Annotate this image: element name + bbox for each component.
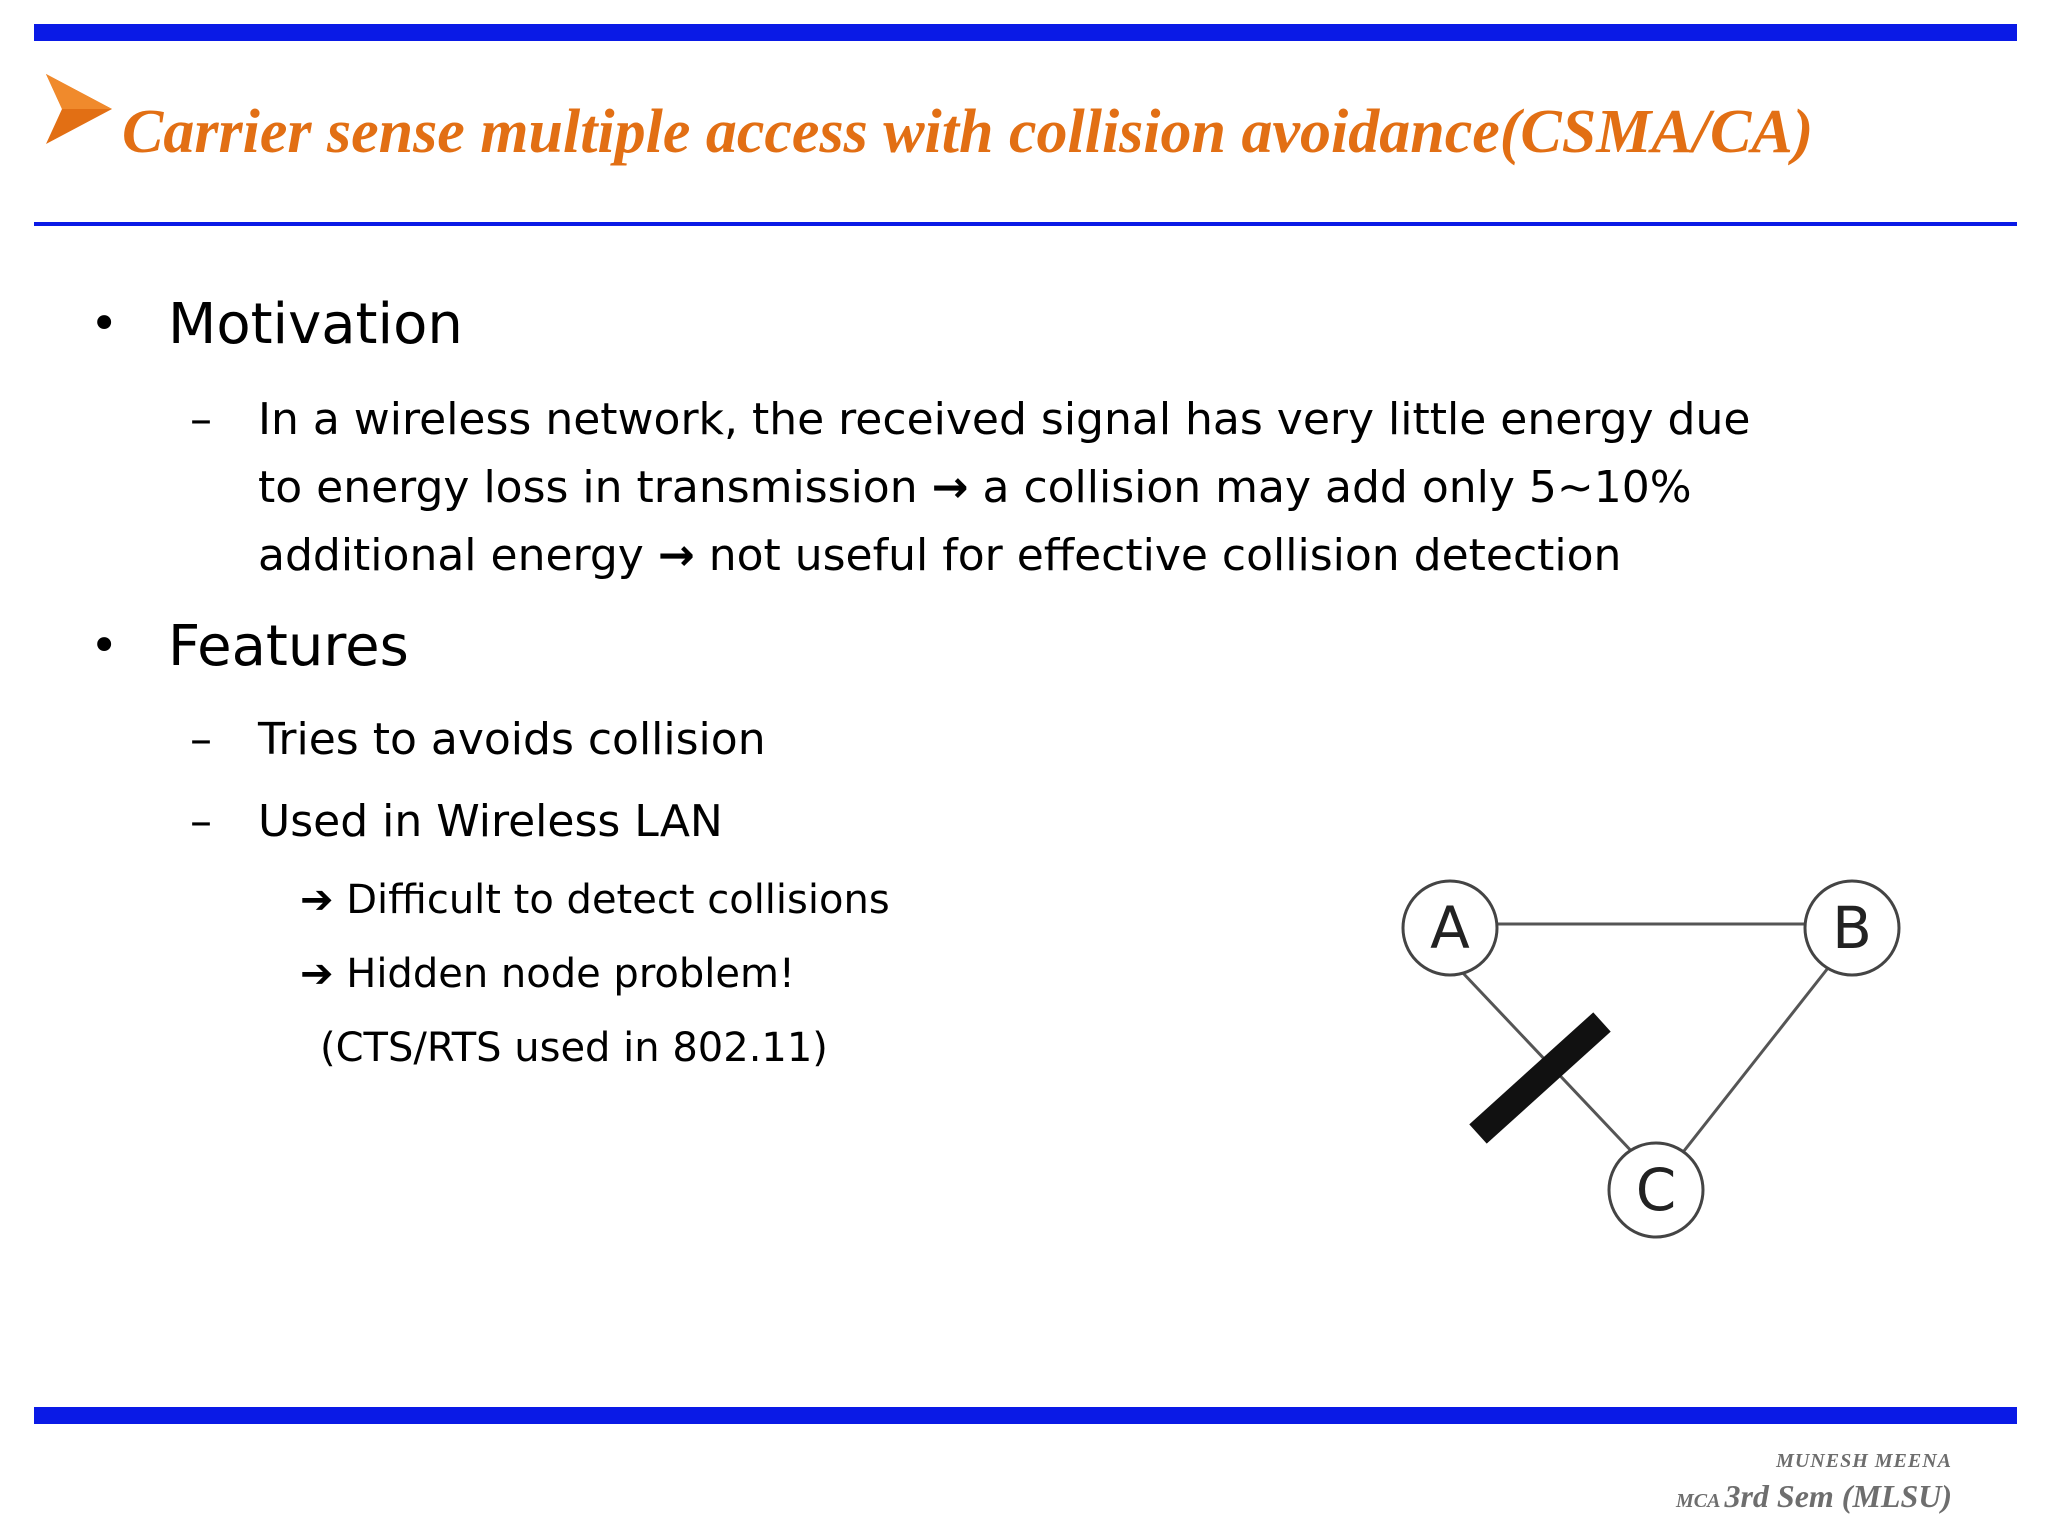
motivation-line-1: In a wireless network, the received signal has very little energy due xyxy=(258,394,1751,445)
hidden-node-diagram xyxy=(1390,860,1930,1260)
dash-bullet: – xyxy=(190,394,212,445)
slide-title: Carrier sense multiple access with collision avoidance(CSMA/CA) xyxy=(122,98,1814,166)
right-arrow-icon: → xyxy=(931,462,969,513)
node-b xyxy=(1805,881,1899,975)
motivation-line-2-text: to energy loss in transmission xyxy=(258,462,918,513)
motivation-line-3-text: additional energy xyxy=(258,530,644,581)
bottom-rule xyxy=(34,1407,2017,1424)
node-a xyxy=(1403,881,1497,975)
dash-bullet: – xyxy=(190,796,212,847)
dash-bullet: – xyxy=(190,714,212,765)
detail-hidden-node-text: Hidden node problem! xyxy=(346,951,795,997)
detail-cts-rts: (CTS/RTS used in 802.11) xyxy=(320,1025,828,1071)
footer-course xyxy=(1500,1478,1952,1515)
node-a-label: A xyxy=(1430,894,1470,962)
detail-difficult xyxy=(300,870,890,930)
bullet-heading-motivation: Motivation xyxy=(168,292,463,357)
motivation-line-2 xyxy=(258,454,1692,522)
bullet-dot: • xyxy=(90,296,119,352)
title-rule xyxy=(34,222,2017,226)
right-arrow-icon: → xyxy=(657,530,695,581)
link-b-c xyxy=(1680,968,1828,1156)
node-c-label: C xyxy=(1635,1156,1677,1224)
features-item-wlan: Used in Wireless LAN xyxy=(258,796,723,847)
title-arrowhead-icon xyxy=(44,72,114,146)
motivation-line-3-tail: not useful for effective collision detection xyxy=(708,530,1622,581)
bold-arrow-icon: ➔ xyxy=(300,951,334,997)
features-item-avoid: Tries to avoids collision xyxy=(258,714,766,765)
footer-course-text: 3rd Sem (MLSU) xyxy=(1724,1478,1952,1514)
bullet-dot: • xyxy=(90,618,119,674)
footer-course-prefix: MCA xyxy=(1675,1490,1721,1512)
footer-author: MUNESH MEENA xyxy=(1776,1450,1952,1472)
top-rule xyxy=(34,24,2017,41)
bullet-heading-features: Features xyxy=(168,614,409,679)
bold-arrow-icon: ➔ xyxy=(300,877,334,923)
motivation-line-2-tail: a collision may add only 5~10% xyxy=(982,462,1692,513)
node-c xyxy=(1609,1143,1703,1237)
obstacle-barrier xyxy=(1478,1022,1602,1134)
motivation-line-3 xyxy=(258,522,1621,590)
detail-hidden-node xyxy=(300,944,795,1004)
detail-difficult-text: Difficult to detect collisions xyxy=(346,877,890,923)
node-b-label: B xyxy=(1832,894,1872,962)
